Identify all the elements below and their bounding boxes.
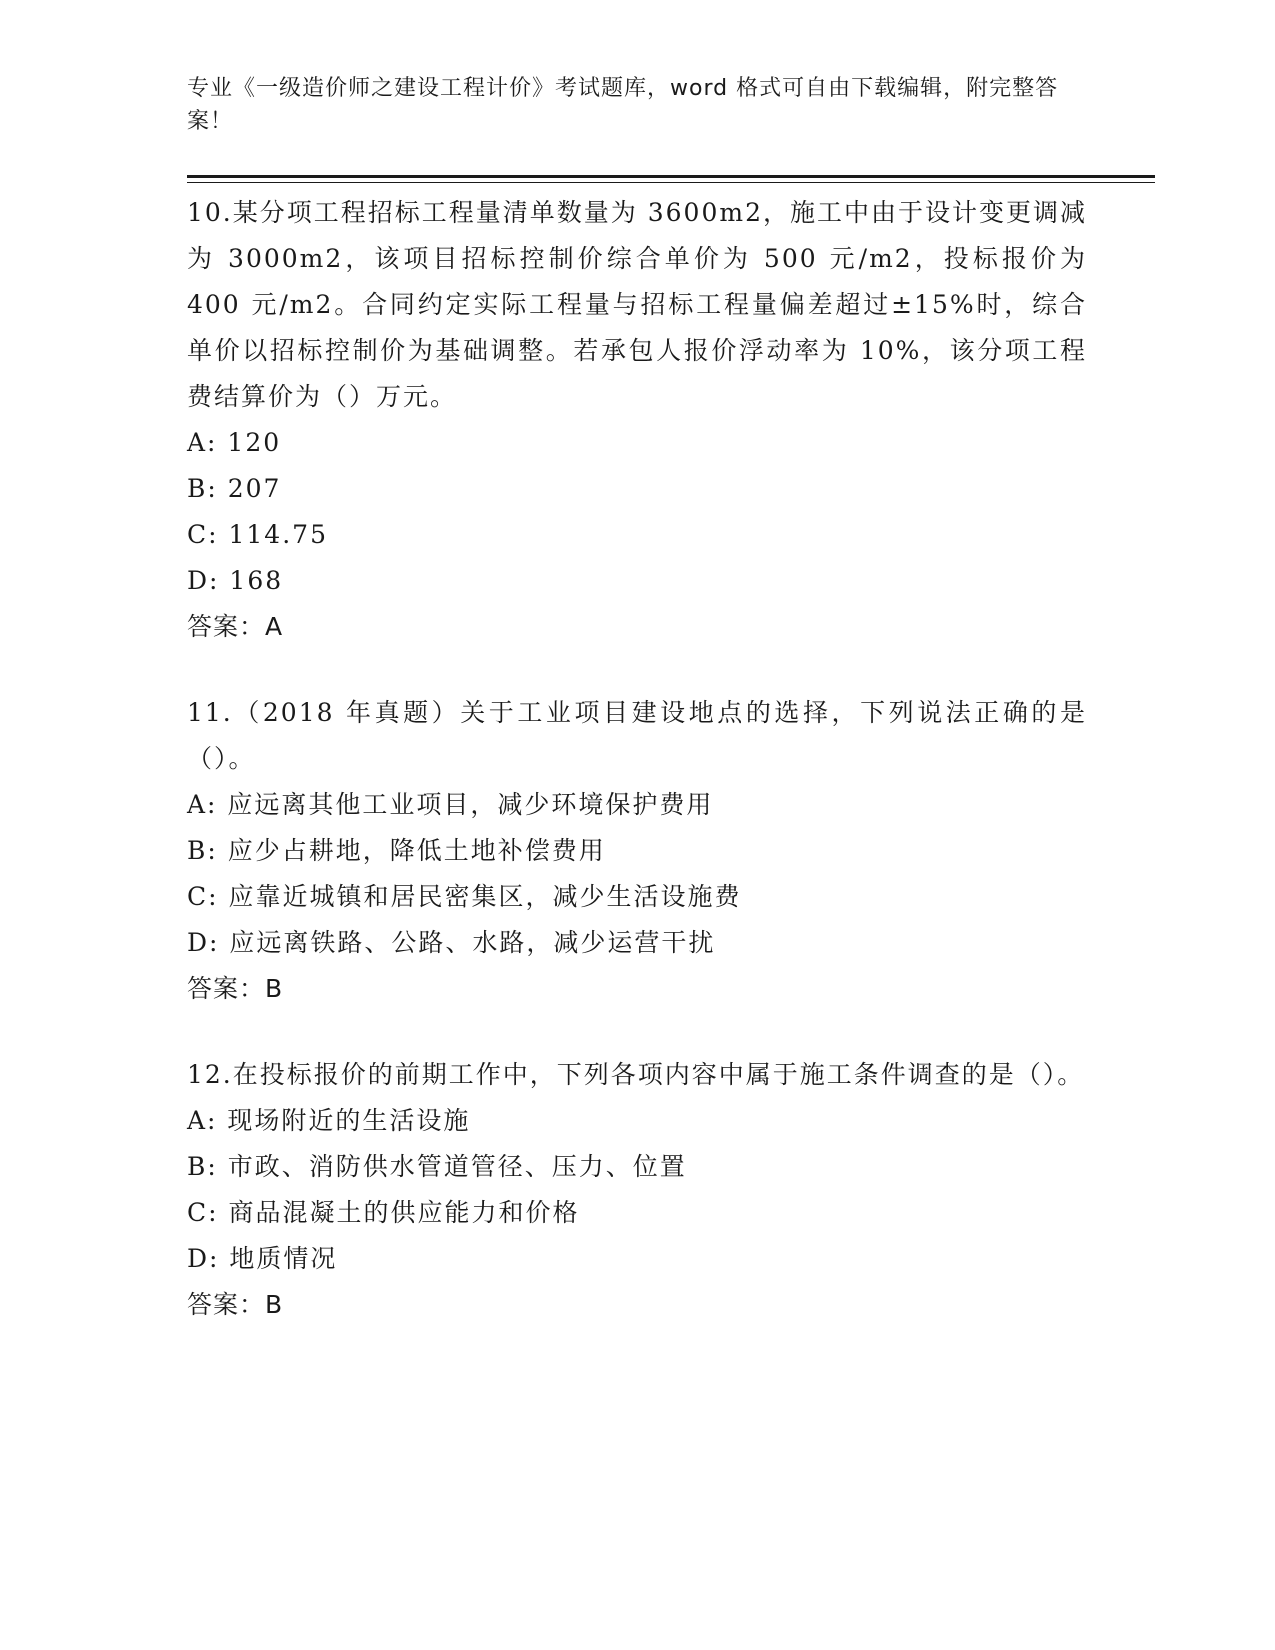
answer-label: 答案：B <box>187 974 284 1003</box>
option-c: C: 商品混凝土的供应能力和价格 <box>187 1198 580 1227</box>
header-divider-thin <box>187 182 1155 183</box>
option-a: A: 现场附近的生活设施 <box>187 1106 471 1135</box>
answer-label: 答案：B <box>187 1290 284 1319</box>
question-stem: 11.（2018 年真题）关于工业项目建设地点的选择，下列说法正确的是（）。 <box>187 698 1087 773</box>
document-header: 专业《一级造价师之建设工程计价》考试题库，word 格式可自由下载编辑，附完整答案！ <box>187 76 1059 134</box>
question-12 <box>187 1052 1087 1328</box>
question-list <box>187 190 1087 1368</box>
option-d: D: 应远离铁路、公路、水路，减少运营干扰 <box>187 928 716 957</box>
question-stem: 12.在投标报价的前期工作中，下列各项内容中属于施工条件调查的是（）。 <box>187 1060 1085 1089</box>
option-b: B: 市政、消防供水管道管径、压力、位置 <box>187 1152 687 1181</box>
question-10 <box>187 190 1087 650</box>
option-d: D: 地质情况 <box>187 1244 338 1273</box>
option-b: B: 应少占耕地，降低土地补偿费用 <box>187 836 606 865</box>
option-c: C: 114.75 <box>187 520 328 549</box>
answer-label: 答案：A <box>187 612 284 641</box>
option-b: B: 207 <box>187 474 282 503</box>
header-divider-thick <box>187 175 1155 178</box>
question-stem: 10.某分项工程招标工程量清单数量为 3600m2，施工中由于设计变更调减为 3000m2，该项目招标控制价综合单价为 500 元/m2，投标报价为 400 元/m2。合同约定实际工程量与招标工程量偏差超过±15%时，综合单价以招标控制价为基础调整。若承包人报价浮动率为 10%，该分项工程费结算价为（）万元。 <box>187 198 1087 411</box>
option-d: D: 168 <box>187 566 284 595</box>
option-a: A: 应远离其他工业项目，减少环境保护费用 <box>187 790 714 819</box>
question-11 <box>187 690 1087 1012</box>
option-a: A: 120 <box>187 428 282 457</box>
option-c: C: 应靠近城镇和居民密集区，减少生活设施费 <box>187 882 742 911</box>
